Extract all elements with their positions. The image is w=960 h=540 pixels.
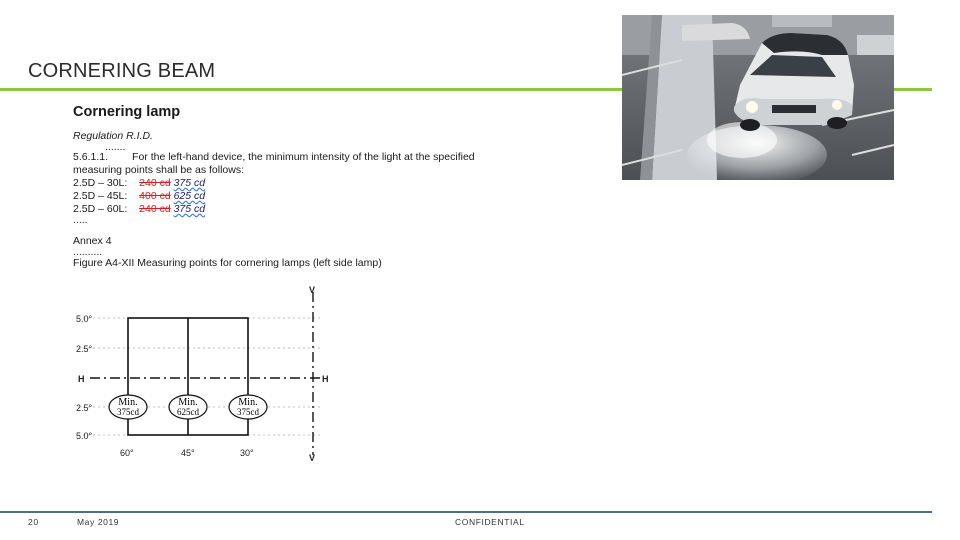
paragraph-text-cont: measuring points shall be as follows:	[73, 164, 245, 176]
angle-label: 2.5°	[76, 403, 93, 413]
point-label: Min.	[118, 397, 138, 408]
point-value: 375cd	[117, 407, 139, 417]
regulation-heading: Cornering lamp	[73, 104, 181, 120]
row-label: 2.5D – 60L:	[73, 203, 128, 215]
footer-rule	[0, 511, 932, 513]
point-label: Min.	[178, 397, 198, 408]
point-value: 375cd	[237, 407, 259, 417]
bottom-angle-label: 45°	[181, 448, 195, 458]
angle-label: 2.5°	[76, 344, 93, 354]
v-label-bottom: V	[309, 453, 316, 463]
ellipsis: .......	[105, 141, 126, 153]
page-number: 20	[28, 517, 39, 527]
paragraph-number: 5.6.1.1.	[73, 151, 109, 163]
ellipsis: ..........	[73, 246, 103, 258]
point-label: Min.	[238, 397, 258, 408]
v-label-top: V	[309, 285, 316, 295]
intensity-row	[73, 177, 513, 190]
h-label-right: H	[322, 374, 329, 384]
measuring-point	[229, 395, 267, 419]
h-label-left: H	[78, 374, 85, 384]
new-value: 375 cd	[173, 203, 206, 215]
measuring-point	[109, 395, 147, 419]
old-value: 240 cd	[139, 203, 171, 215]
paragraph-text: For the left-hand device, the minimum intensity of the light at the specified	[132, 151, 475, 163]
figure-diagram	[70, 280, 340, 465]
measuring-points-figure	[70, 280, 340, 470]
car-photo	[622, 15, 894, 180]
slide-title: CORNERING BEAM	[28, 60, 216, 82]
intensity-row	[73, 190, 513, 203]
bottom-angle-label: 60°	[120, 448, 134, 458]
car-image	[622, 15, 894, 180]
angle-label: 5.0°	[76, 431, 93, 441]
bottom-angle-label: 30°	[240, 448, 254, 458]
regulation-excerpt	[73, 104, 513, 270]
new-value: 625 cd	[173, 190, 206, 202]
angle-label: 5.0°	[76, 314, 93, 324]
measuring-point	[169, 395, 207, 419]
old-value: 240 cd	[139, 177, 171, 189]
paragraph-5-6-1-1	[73, 151, 513, 164]
row-label: 2.5D – 45L:	[73, 190, 128, 202]
point-value: 625cd	[177, 407, 199, 417]
confidential-label: CONFIDENTIAL	[455, 517, 525, 527]
annex-heading: Annex 4	[73, 235, 112, 247]
ellipsis: .....	[73, 214, 88, 226]
figure-caption: Figure A4-XII Measuring points for cornering lamps (left side lamp)	[73, 257, 382, 269]
old-value: 400 cd	[139, 190, 171, 202]
regulation-subheading: Regulation R.I.D.	[73, 130, 153, 142]
new-value: 375 cd	[173, 177, 206, 189]
footer-date: May 2019	[77, 517, 120, 527]
intensity-row	[73, 203, 513, 216]
row-label: 2.5D – 30L:	[73, 177, 128, 189]
